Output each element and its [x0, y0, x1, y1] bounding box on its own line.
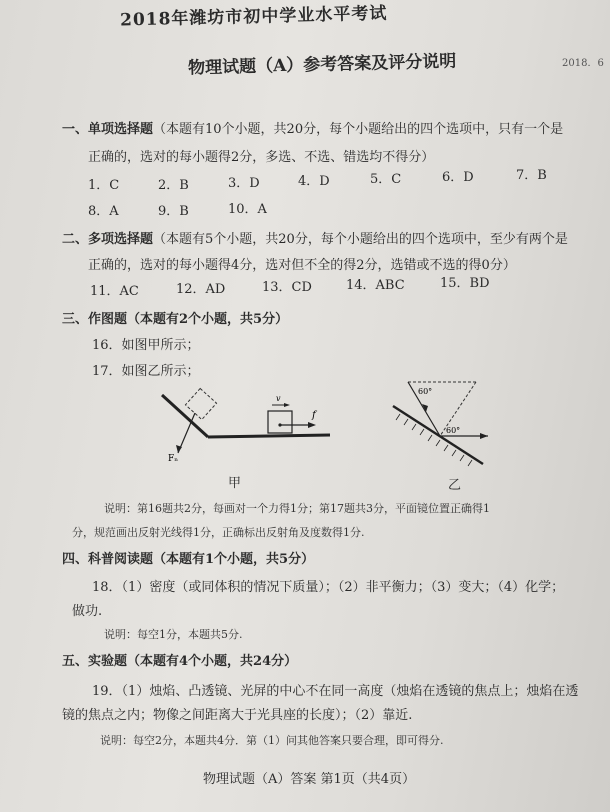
figure-yi [388, 378, 498, 470]
section1-answer-10: 10．A [228, 202, 267, 217]
section1-heading-line [62, 118, 563, 137]
section2-answer-15: 15．BD [440, 276, 490, 291]
section1-answer-5: 5．C [370, 172, 402, 187]
section1-heading: 一、单项选择题 [62, 122, 154, 137]
section1-answer-4: 4．D [298, 174, 330, 189]
section1-desc-line1: （本题有10个小题，共20分，每个小题给出的四个选项中，只有一个是 [153, 122, 564, 137]
section2-answer-13: 13．CD [262, 280, 312, 295]
item18-line1: 18．（1）密度（或同体积的情况下质量）；（2）非平衡力；（3）变大；（4）化学； [92, 580, 565, 595]
section2-heading: 二、多项选择题 [62, 232, 154, 247]
force-arrow-f-head [308, 422, 316, 428]
velocity-arrow-head [284, 403, 290, 407]
section1-answer-9: 9．B [158, 204, 189, 219]
section3-heading: 三、作图题（本题有2个小题，共5分） [62, 312, 289, 327]
item18-line2: 做功. [72, 604, 103, 619]
ground-surface [208, 435, 330, 437]
section3-note-line1: 说明：第16题共2分，每画对一个力得1分；第17题共3分，平面镜位置正确得1 [104, 502, 490, 515]
figure-jia [150, 385, 340, 475]
force-n-label: Fₙ [168, 454, 179, 464]
plane-mirror [393, 406, 483, 464]
date-stamp: 2018．6 [562, 58, 604, 69]
force-f-label: f [312, 410, 316, 421]
item19-line2: 镜的焦点之内；物像之间距离大于光具座的长度）；（2）靠近. [62, 708, 413, 723]
section2-answer-14: 14．ABC [346, 278, 405, 293]
exam-title: 2018年潍坊市初中学业水平考试 [119, 3, 388, 31]
answer-key-title: 物理试题（A）参考答案及评分说明 [187, 51, 457, 79]
block [268, 411, 292, 433]
angle-label-top: 60° [418, 387, 433, 396]
block-dashed [185, 388, 216, 419]
page-footer: 物理试题（A）答案 第1页（共4页） [203, 772, 416, 787]
section1-desc-line2: 正确的，选对的每小题得2分，多选、不选、错选均不得分） [88, 150, 435, 165]
reflected-ray-head [480, 433, 488, 439]
incline-surface [162, 395, 208, 437]
figure-yi-label: 乙 [448, 478, 462, 493]
section5-heading: 五、实验题（本题有4个小题，共24分） [62, 654, 298, 669]
item19-line1: 19．（1）烛焰、凸透镜、光屏的中心不在同一高度（烛焰在透镜的焦点上；烛焰在透 [92, 684, 579, 699]
section4-note: 说明：每空1分，本题共5分. [104, 628, 243, 641]
section2-answer-11: 11．AC [90, 284, 139, 299]
section1-answer-1: 1．C [88, 178, 120, 193]
section2-answer-12: 12．AD [176, 282, 226, 297]
section3-note-line2: 分，规范画出反射光线得1分，正确标出反射角及度数得1分. [72, 526, 365, 539]
figure-jia-label: 甲 [228, 476, 242, 491]
item16-text: 16．如图甲所示； [92, 338, 200, 353]
section2-heading-line [62, 228, 568, 247]
angle-label-mirror: 60° [446, 426, 461, 435]
velocity-label: v [276, 394, 281, 403]
section4-heading: 四、科普阅读题（本题有1个小题，共5分） [62, 552, 315, 567]
section2-desc-line1: （本题有5个小题，共20分，每个小题给出的四个选项中，至少有两个是 [153, 232, 568, 247]
section1-answer-6: 6．D [442, 170, 474, 185]
section5-note: 说明：每空2分，本题共4分．第（1）问其他答案只要合理，即可得分. [100, 734, 444, 747]
section2-desc-line2: 正确的，选对的每小题得4分，选对但不全的得2分，选错或不选的得0分） [88, 258, 516, 273]
section1-answer-8: 8．A [88, 204, 119, 219]
section1-answer-7: 7．B [516, 168, 547, 183]
mirror-hatching [396, 414, 472, 466]
section1-answer-2: 2．B [158, 178, 189, 193]
item17-text: 17．如图乙所示； [92, 364, 200, 379]
section1-answer-3: 3．D [228, 176, 260, 191]
